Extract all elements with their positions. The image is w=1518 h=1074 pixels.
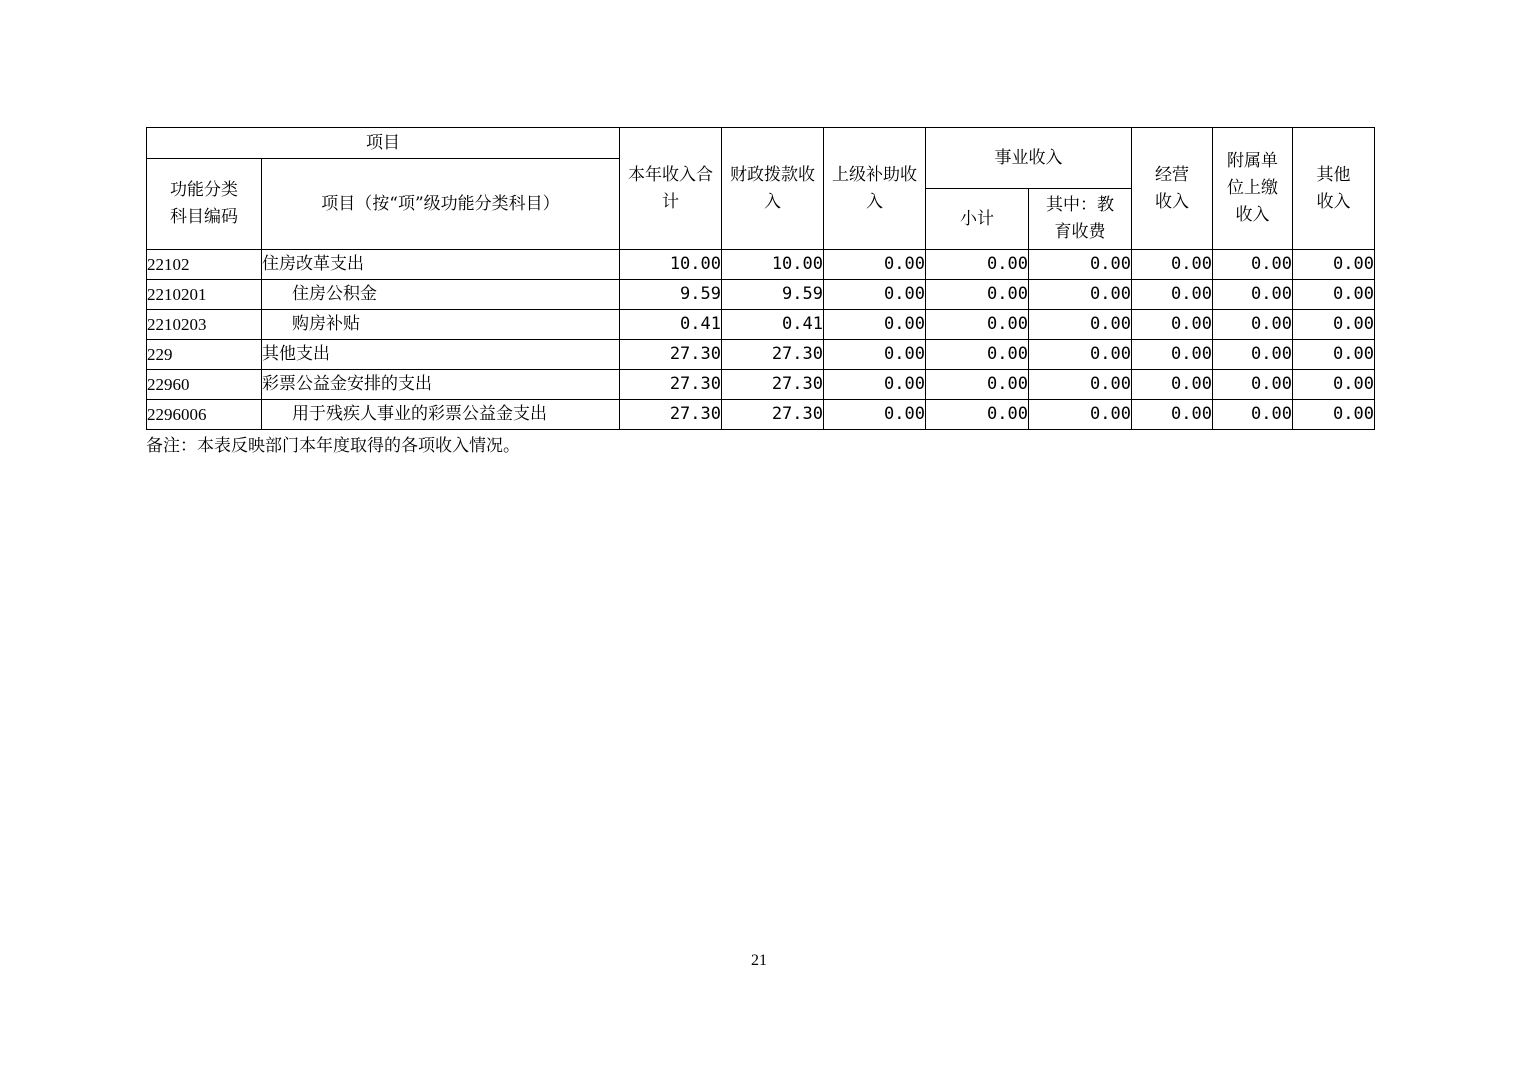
row-other: 0.00	[1293, 280, 1375, 310]
header-operating: 经营收入	[1132, 128, 1213, 250]
table-row	[147, 310, 1375, 340]
row-business-edu: 0.00	[1029, 280, 1132, 310]
row-superior: 0.00	[824, 370, 926, 400]
row-superior: 0.00	[824, 250, 926, 280]
income-table-container	[146, 127, 1375, 430]
row-total: 9.59	[620, 280, 722, 310]
row-other: 0.00	[1293, 310, 1375, 340]
header-business-subtotal: 小计	[926, 189, 1029, 250]
row-operating: 0.00	[1132, 400, 1213, 430]
row-business-edu: 0.00	[1029, 310, 1132, 340]
row-other: 0.00	[1293, 370, 1375, 400]
row-business-subtotal: 0.00	[926, 340, 1029, 370]
row-total: 27.30	[620, 370, 722, 400]
table-row	[147, 280, 1375, 310]
header-other: 其他收入	[1293, 128, 1375, 250]
table-row	[147, 250, 1375, 280]
table-row	[147, 340, 1375, 370]
row-code: 2296006	[147, 400, 262, 430]
row-operating: 0.00	[1132, 310, 1213, 340]
row-total: 27.30	[620, 340, 722, 370]
header-item-group: 项目	[147, 128, 620, 159]
row-business-edu: 0.00	[1029, 400, 1132, 430]
row-business-subtotal: 0.00	[926, 370, 1029, 400]
row-code: 2210203	[147, 310, 262, 340]
row-affiliated: 0.00	[1213, 280, 1293, 310]
table-body	[147, 250, 1375, 430]
table-row	[147, 400, 1375, 430]
row-affiliated: 0.00	[1213, 310, 1293, 340]
row-name: 购房补贴	[262, 310, 620, 340]
row-affiliated: 0.00	[1213, 400, 1293, 430]
header-fiscal: 财政拨款收入	[722, 128, 824, 250]
row-business-edu: 0.00	[1029, 340, 1132, 370]
row-operating: 0.00	[1132, 250, 1213, 280]
row-fiscal: 27.30	[722, 400, 824, 430]
row-business-subtotal: 0.00	[926, 400, 1029, 430]
row-business-subtotal: 0.00	[926, 310, 1029, 340]
header-code: 功能分类科目编码	[147, 159, 262, 250]
row-total: 10.00	[620, 250, 722, 280]
row-superior: 0.00	[824, 310, 926, 340]
row-fiscal: 27.30	[722, 370, 824, 400]
row-fiscal: 0.41	[722, 310, 824, 340]
row-business-subtotal: 0.00	[926, 250, 1029, 280]
page-number: 21	[751, 952, 767, 969]
row-code: 22960	[147, 370, 262, 400]
row-total: 27.30	[620, 400, 722, 430]
row-other: 0.00	[1293, 400, 1375, 430]
row-affiliated: 0.00	[1213, 340, 1293, 370]
table-row	[147, 370, 1375, 400]
row-superior: 0.00	[824, 400, 926, 430]
header-total: 本年收入合计	[620, 128, 722, 250]
row-name: 其他支出	[262, 340, 620, 370]
row-name: 彩票公益金安排的支出	[262, 370, 620, 400]
row-operating: 0.00	[1132, 340, 1213, 370]
row-total: 0.41	[620, 310, 722, 340]
row-fiscal: 9.59	[722, 280, 824, 310]
row-superior: 0.00	[824, 340, 926, 370]
header-affiliated: 附属单位上缴收入	[1213, 128, 1293, 250]
header-business-group: 事业收入	[926, 128, 1132, 189]
row-business-edu: 0.00	[1029, 370, 1132, 400]
row-other: 0.00	[1293, 340, 1375, 370]
income-table	[146, 127, 1375, 430]
row-fiscal: 27.30	[722, 340, 824, 370]
row-code: 22102	[147, 250, 262, 280]
header-superior: 上级补助收入	[824, 128, 926, 250]
row-name: 住房公积金	[262, 280, 620, 310]
row-name: 用于残疾人事业的彩票公益金支出	[262, 400, 620, 430]
row-code: 2210201	[147, 280, 262, 310]
row-operating: 0.00	[1132, 370, 1213, 400]
row-operating: 0.00	[1132, 280, 1213, 310]
row-other: 0.00	[1293, 250, 1375, 280]
row-business-subtotal: 0.00	[926, 280, 1029, 310]
row-affiliated: 0.00	[1213, 250, 1293, 280]
row-code: 229	[147, 340, 262, 370]
row-superior: 0.00	[824, 280, 926, 310]
header-name: 项目（按“项”级功能分类科目）	[262, 159, 620, 250]
table-note: 备注：本表反映部门本年度取得的各项收入情况。	[146, 436, 520, 456]
row-business-edu: 0.00	[1029, 250, 1132, 280]
row-affiliated: 0.00	[1213, 370, 1293, 400]
row-fiscal: 10.00	[722, 250, 824, 280]
row-name: 住房改革支出	[262, 250, 620, 280]
header-business-edu: 其中：教育收费	[1029, 189, 1132, 250]
